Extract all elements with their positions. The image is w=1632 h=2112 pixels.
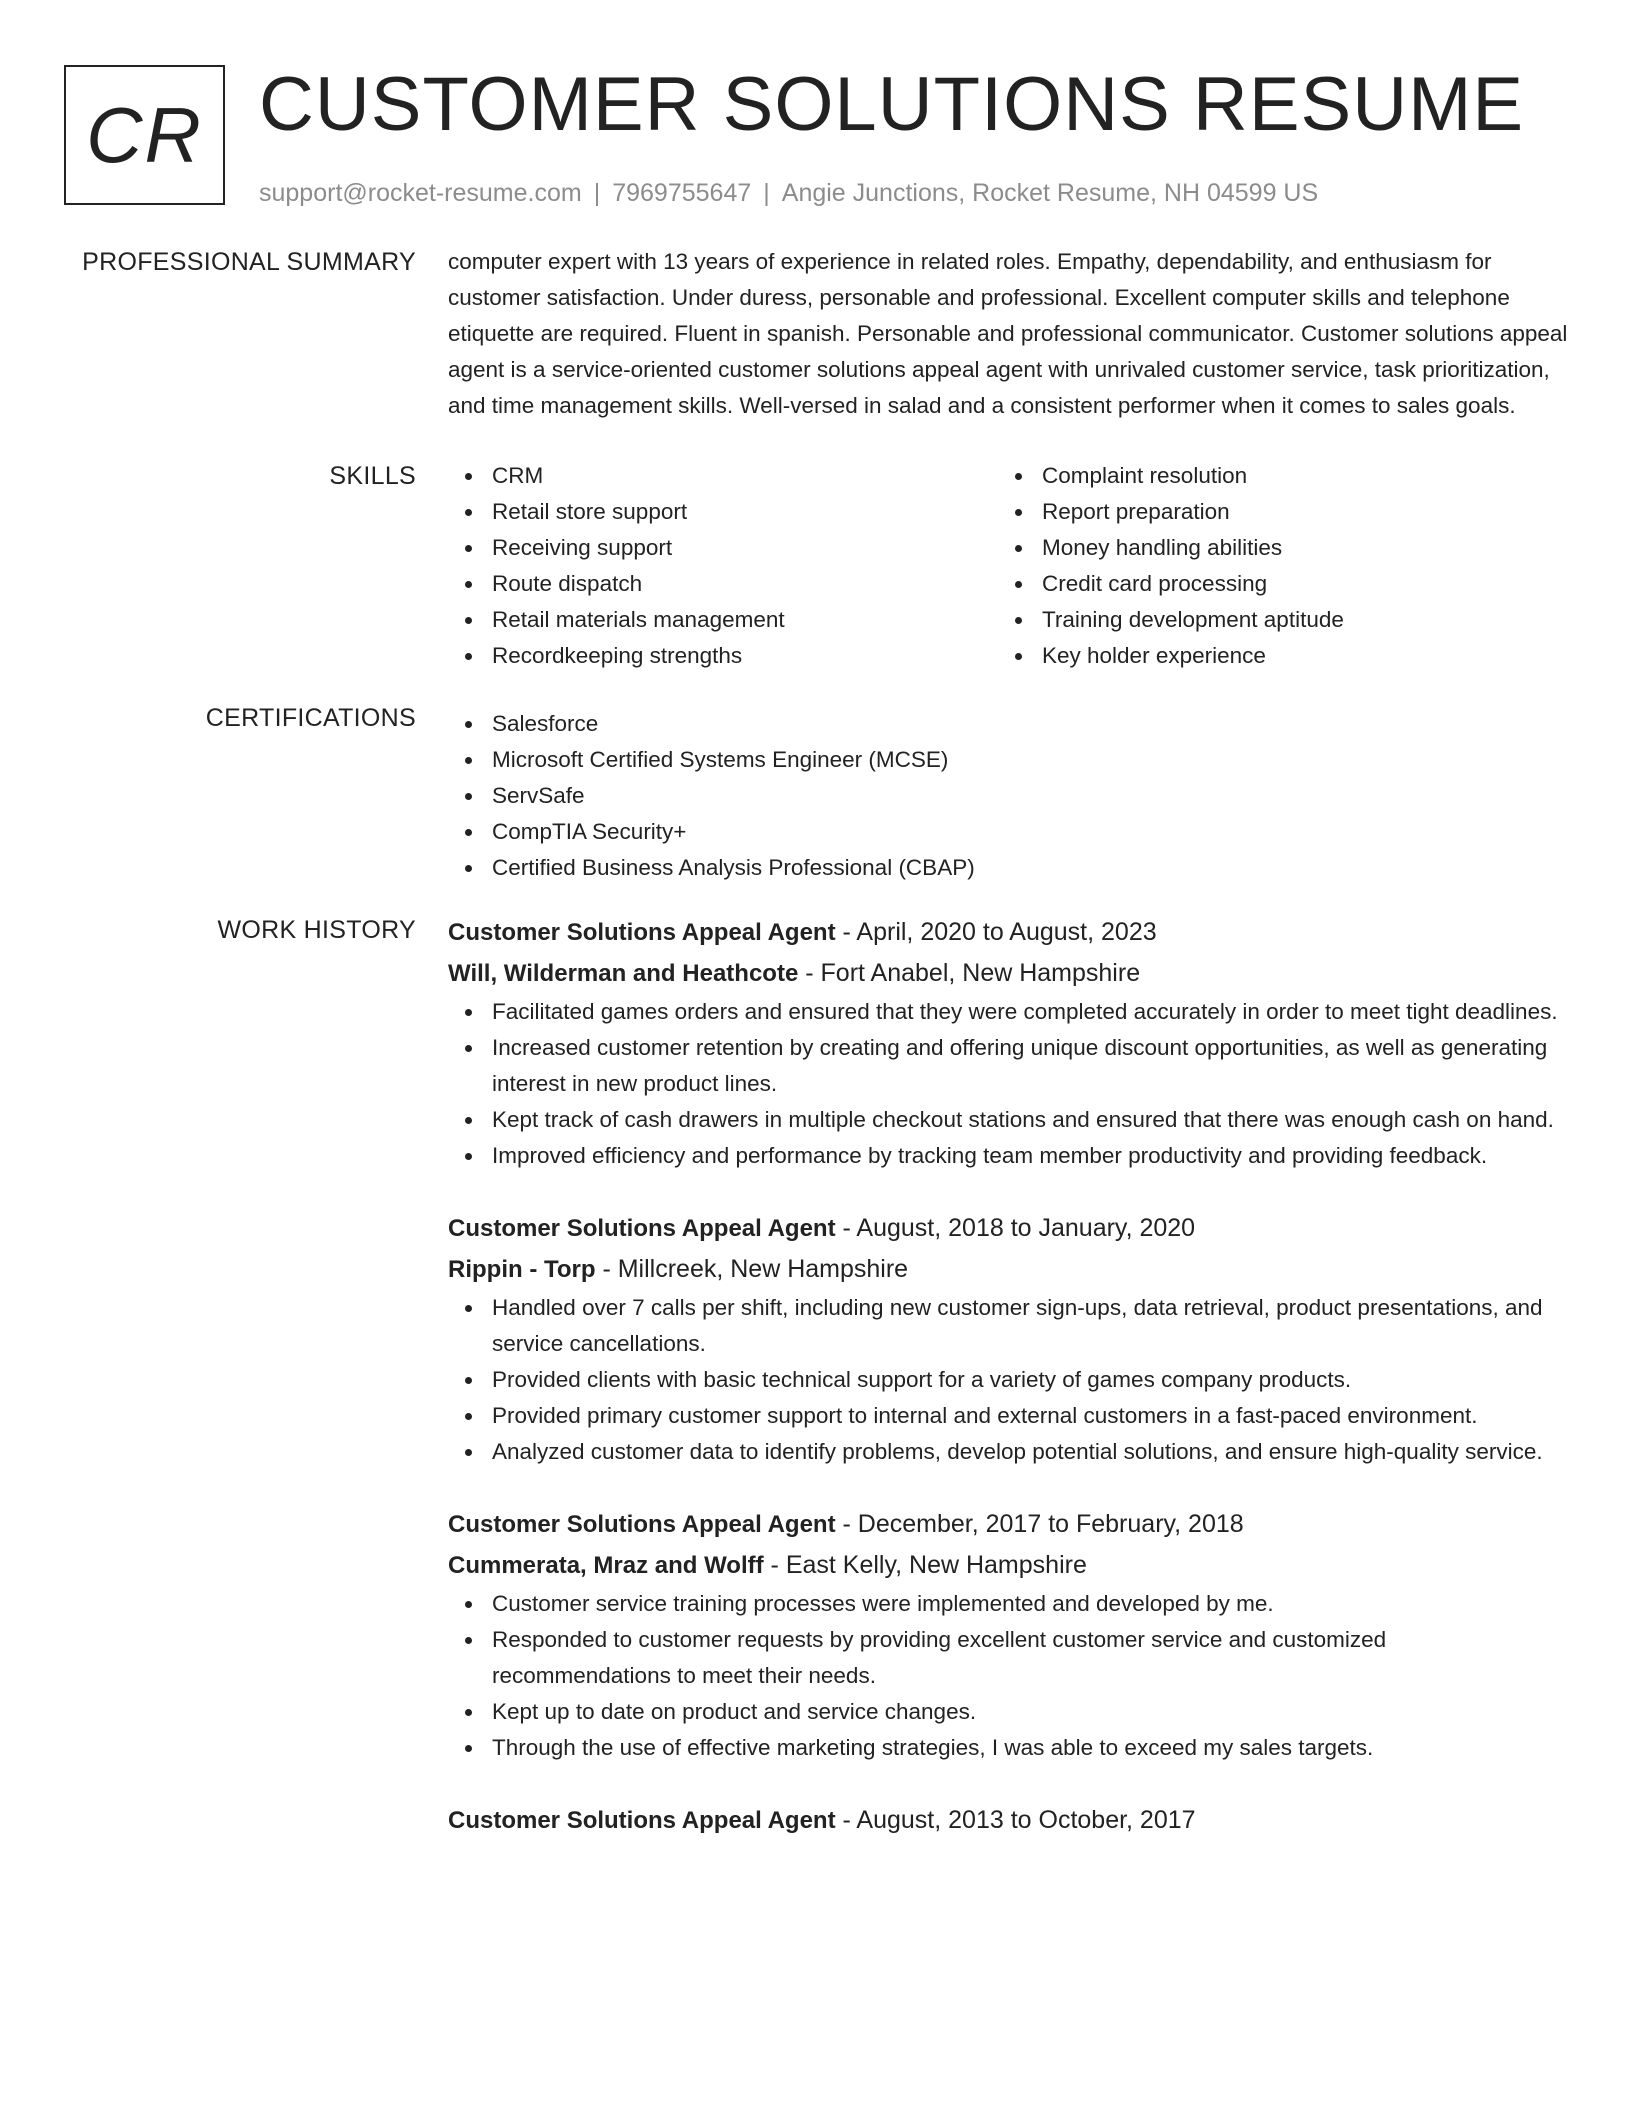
- list-item: Improved efficiency and performance by tracking team member productivity and providing feedback.: [492, 1138, 1568, 1174]
- header-text: [259, 62, 1568, 208]
- summary-body: [448, 250, 1568, 424]
- list-item: CRM: [492, 458, 998, 494]
- skills-grid: [448, 458, 1568, 674]
- contact-phone[interactable]: 7969755647: [612, 179, 752, 207]
- job-dates: - April, 2020 to August, 2023: [835, 918, 1157, 946]
- skills-column-left: [448, 458, 998, 674]
- job-company: Rippin - Torp: [448, 1256, 596, 1283]
- contact-separator: |: [593, 179, 601, 207]
- list-item: Route dispatch: [492, 566, 998, 602]
- list-item: Credit card processing: [1042, 566, 1548, 602]
- job-role: Customer Solutions Appeal Agent: [448, 919, 836, 946]
- work-history-section: [64, 918, 1568, 1875]
- job-company: Will, Wilderman and Heathcote: [448, 960, 799, 987]
- skills-list-left: [448, 458, 998, 674]
- job-dates: - August, 2018 to January, 2020: [835, 1214, 1196, 1242]
- list-item: Microsoft Certified Systems Engineer (MCSE): [492, 742, 1568, 778]
- contact-separator: |: [763, 179, 770, 207]
- section-title-certifications: CERTIFICATIONS: [205, 704, 416, 732]
- job-bullets: [448, 994, 1568, 1174]
- list-item: Kept up to date on product and service changes.: [492, 1694, 1568, 1730]
- skills-body: [448, 464, 1568, 674]
- summary-section: [64, 250, 1568, 424]
- list-item: Provided clients with basic technical support for a variety of games company products.: [492, 1362, 1568, 1398]
- list-item: Retail materials management: [492, 602, 998, 638]
- certifications-list: [448, 706, 1568, 886]
- skills-column-right: [998, 458, 1548, 674]
- list-item: Certified Business Analysis Professional (CBAP): [492, 850, 1568, 886]
- list-item: Kept track of cash drawers in multiple checkout stations and ensured that there was enough cash on hand.: [492, 1102, 1568, 1138]
- list-item: ServSafe: [492, 778, 1568, 814]
- resume-header: [64, 62, 1568, 210]
- contact-email[interactable]: support@rocket-resume.com: [259, 179, 582, 207]
- job-entry: [448, 1504, 1568, 1766]
- list-item: Responded to customer requests by providing excellent customer service and customized recommendations to meet their needs.: [492, 1622, 1568, 1694]
- job-company-line: [448, 1249, 1568, 1290]
- job-location: - East Kelly, New Hampshire: [763, 1551, 1087, 1579]
- list-item: Increased customer retention by creating and offering unique discount opportunities, as well as generating interest in new product lines.: [492, 1030, 1568, 1102]
- job-entry: [448, 1800, 1568, 1841]
- job-role-line: [448, 1504, 1568, 1545]
- list-item: Receiving support: [492, 530, 998, 566]
- list-item: Retail store support: [492, 494, 998, 530]
- list-item: CompTIA Security+: [492, 814, 1568, 850]
- summary-text: computer expert with 13 years of experience in related roles. Empathy, dependability, and enthusiasm for customer satisfaction. Under duress, personable and professional. Excellent computer skills and telephone etiquette are required. Fluent in spanish. Personable and professional communicator. Customer solutions appeal agent is a service-oriented customer solutions appeal agent with unrivaled customer service, task prioritization, and time management skills. Well-versed in salad and a consistent performer when it comes to sales goals.: [448, 249, 1568, 418]
- certifications-section: [64, 706, 1568, 886]
- job-company-line: [448, 953, 1568, 994]
- list-item: Handled over 7 calls per shift, including new customer sign-ups, data retrieval, product presentations, and service cancellations.: [492, 1290, 1568, 1362]
- list-item: Money handling abilities: [1042, 530, 1548, 566]
- list-item: Provided primary customer support to internal and external customers in a fast-paced environment.: [492, 1398, 1568, 1434]
- job-role: Customer Solutions Appeal Agent: [448, 1807, 836, 1834]
- list-item: Report preparation: [1042, 494, 1548, 530]
- skills-section: [64, 464, 1568, 674]
- list-item: Salesforce: [492, 706, 1568, 742]
- job-bullets: [448, 1586, 1568, 1766]
- section-title-skills: SKILLS: [329, 462, 416, 490]
- job-company: Cummerata, Mraz and Wolff: [448, 1552, 764, 1579]
- job-role-line: [448, 912, 1568, 953]
- work-history-body: [448, 918, 1568, 1875]
- job-location: - Millcreek, New Hampshire: [595, 1255, 909, 1283]
- list-item: Training development aptitude: [1042, 602, 1548, 638]
- section-title-work-history: WORK HISTORY: [217, 916, 416, 944]
- job-role: Customer Solutions Appeal Agent: [448, 1511, 836, 1538]
- certifications-body: [448, 706, 1568, 886]
- list-item: Analyzed customer data to identify problems, develop potential solutions, and ensure high-quality service.: [492, 1434, 1568, 1470]
- list-item: Customer service training processes were implemented and developed by me.: [492, 1586, 1568, 1622]
- list-item: Through the use of effective marketing strategies, I was able to exceed my sales targets.: [492, 1730, 1568, 1766]
- contact-address: Angie Junctions, Rocket Resume, NH 04599 US: [781, 179, 1319, 207]
- job-entry: [448, 912, 1568, 1174]
- job-entry: [448, 1208, 1568, 1470]
- job-dates: - August, 2013 to October, 2017: [835, 1806, 1196, 1834]
- monogram-logo: CR: [64, 65, 225, 205]
- list-item: Complaint resolution: [1042, 458, 1548, 494]
- list-item: Facilitated games orders and ensured that they were completed accurately in order to meet tight deadlines.: [492, 994, 1568, 1030]
- job-role-line: [448, 1208, 1568, 1249]
- job-role: Customer Solutions Appeal Agent: [448, 1215, 836, 1242]
- contact-line: [259, 179, 1568, 208]
- list-item: Key holder experience: [1042, 638, 1548, 674]
- job-company-line: [448, 1545, 1568, 1586]
- job-bullets: [448, 1290, 1568, 1470]
- job-dates: - December, 2017 to February, 2018: [835, 1510, 1244, 1538]
- list-item: Recordkeeping strengths: [492, 638, 998, 674]
- resume-title: CUSTOMER SOLUTIONS RESUME: [259, 62, 1525, 147]
- job-role-line: [448, 1800, 1568, 1841]
- job-location: - Fort Anabel, New Hampshire: [798, 959, 1141, 987]
- skills-list-right: [998, 458, 1548, 674]
- section-title-summary: PROFESSIONAL SUMMARY: [82, 248, 416, 276]
